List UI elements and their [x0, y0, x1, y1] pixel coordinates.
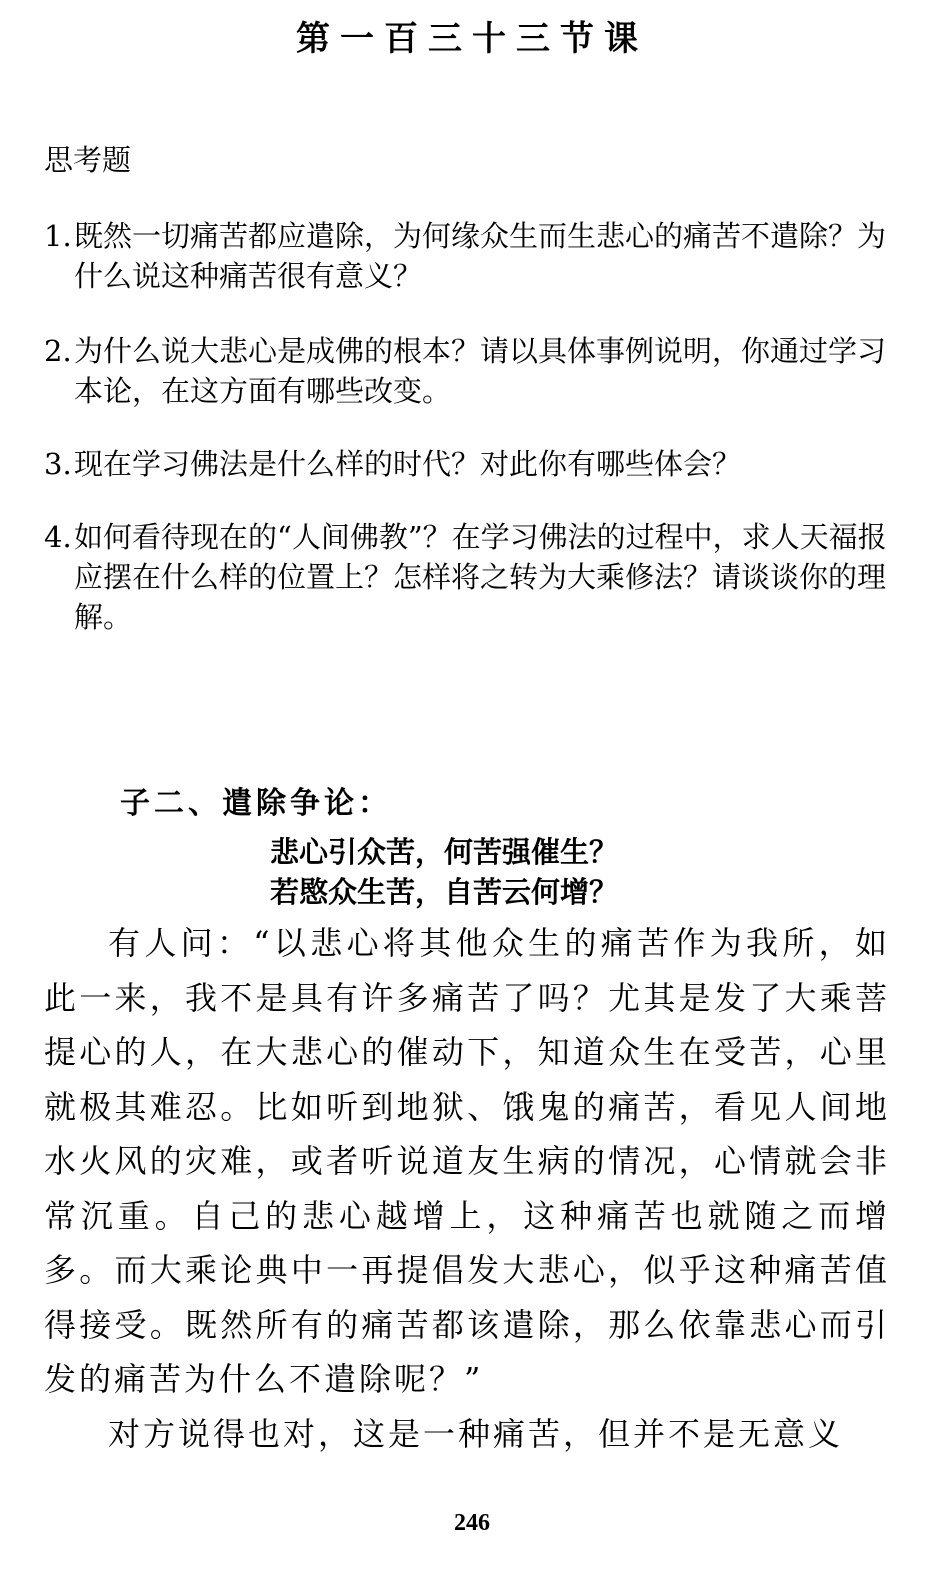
question-item	[44, 216, 890, 296]
lesson-title: 第一百三十三节课	[296, 19, 648, 59]
verse-line: 悲心引众苦，何苦强催生？	[270, 835, 619, 869]
section-heading: 子二、遣除争论：	[120, 786, 392, 821]
body-paragraph: 有人问：“以悲心将其他众生的痛苦作为我所，如此一来，我不是具有许多痛苦了吗？尤其是发了大乘菩提心的人，在大悲心的催动下，知道众生在受苦，心里就极其难忍。比如听到地狱、饿鬼的痛苦，看见人间地水火风的灾难，或者听说道友生病的情况，心情就会非常沉重。自己的悲心越增上，这种痛苦也就随之而增多。而大乘论典中一再提倡发大悲心，似乎这种痛苦值得接受。既然所有的痛苦都该遣除，那么依靠悲心而引发的痛苦为什么不遣除呢？”	[44, 924, 890, 1398]
question-number: 1.	[44, 219, 72, 253]
question-item	[44, 331, 890, 411]
question-number: 3.	[44, 447, 72, 481]
verse-line: 若愍众生苦，自苦云何增？	[270, 875, 619, 909]
question-text: 现在学习佛法是什么样的时代？对此你有哪些体会？	[74, 447, 742, 481]
question-number: 4.	[44, 520, 72, 554]
questions-heading: 思考题	[44, 143, 132, 177]
question-text: 如何看待现在的“人间佛教”？在学习佛法的过程中，求人天福报应摆在什么样的位置上？怎样将之转为大乘修法？请谈谈你的理解。	[74, 520, 887, 634]
question-text: 既然一切痛苦都应遣除，为何缘众生而生悲心的痛苦不遣除？为什么说这种痛苦很有意义？	[74, 219, 887, 293]
body-paragraph: 对方说得也对，这是一种痛苦，但并不是无意义	[108, 1414, 844, 1453]
question-number: 2.	[44, 334, 72, 368]
question-item	[44, 517, 890, 637]
question-text: 为什么说大悲心是成佛的根本？请以具体事例说明，你通过学习本论，在这方面有哪些改变。	[74, 334, 887, 408]
page-number: 246	[454, 1510, 490, 1536]
question-item	[44, 444, 890, 484]
body-text	[44, 916, 890, 1461]
